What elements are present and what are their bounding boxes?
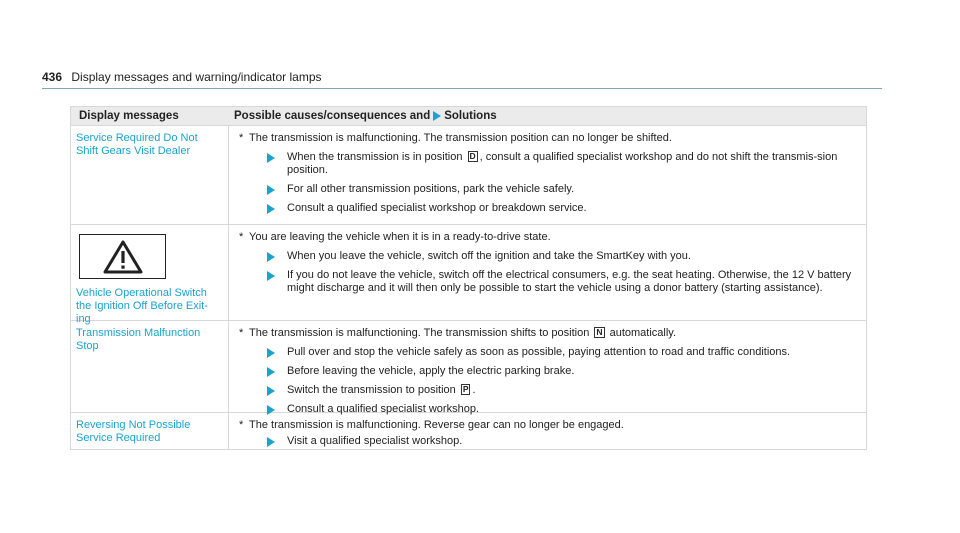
solution-text: When the transmission is in position: [287, 151, 463, 163]
page-header: [42, 70, 322, 84]
column-header-display-messages: Display messages: [79, 110, 179, 122]
causes-solutions-cell: [229, 126, 866, 224]
cause-item: * The transmission is malfunctioning. The transmission position can no longer be shifted.: [239, 132, 672, 144]
cause-text: The transmission is malfunctioning. Reverse gear can no longer be engaged.: [249, 419, 624, 431]
solution-step: [267, 435, 858, 448]
display-messages-table: [70, 106, 867, 450]
solution-text: Before leaving the vehicle, apply the electric parking brake.: [287, 365, 575, 377]
page-section-title: Display messages and warning/indicator lamps: [71, 70, 322, 84]
table-row: [71, 125, 866, 224]
column-header-causes-solutions: [229, 110, 866, 122]
cause-text: The transmission is malfunctioning. The transmission position can no longer be shifted.: [249, 132, 672, 144]
gear-position-d-icon: D: [469, 151, 476, 161]
cause-item: * You are leaving the vehicle when it is in a ready-to-drive state.: [239, 231, 551, 243]
causes-solutions-cell: [229, 321, 866, 415]
message-cell: [71, 413, 229, 449]
solution-step: [267, 269, 858, 295]
cause-text: You are leaving the vehicle when it is in a ready-to-drive state.: [249, 231, 551, 243]
display-message-line: Transmission Malfunction: [76, 327, 201, 339]
solution-step: [267, 250, 858, 263]
solution-arrow-icon: [433, 111, 441, 121]
gear-position-p-icon: P: [462, 384, 469, 394]
solution-text: Consult a qualified specialist workshop or breakdown service.: [287, 202, 587, 214]
page-number: 436: [42, 70, 63, 84]
solution-step: [267, 384, 858, 397]
solution-step: [267, 365, 858, 378]
solution-text: When you leave the vehicle, switch off the ignition and take the SmartKey with you.: [287, 250, 691, 262]
column-header-causes-label: Possible causes/consequences and: [234, 110, 431, 122]
solution-step: [267, 346, 858, 359]
message-cell: [71, 126, 229, 224]
solution-arrow-icon: [267, 153, 275, 163]
solution-arrow-icon: [267, 252, 275, 262]
column-header-solutions-label: Solutions: [444, 110, 497, 122]
cause-text: automatically.: [609, 327, 677, 339]
solution-text: For all other transmission positions, park the vehicle safely.: [287, 183, 575, 195]
gear-position-n-icon: N: [596, 327, 603, 337]
display-message-line: Service Required Do Not: [76, 132, 198, 144]
solution-text: Pull over and stop the vehicle safely as soon as possible, paying attention to road and traffic conditions.: [287, 346, 791, 358]
solution-arrow-icon: [267, 437, 275, 447]
solution-text: .: [472, 384, 476, 396]
cause-item: * The transmission is malfunctioning. Reverse gear can no longer be engaged.: [239, 419, 624, 431]
message-cell: [71, 225, 229, 325]
table-row: [71, 224, 866, 325]
solution-arrow-icon: [267, 204, 275, 214]
solution-step: [267, 202, 858, 215]
table-row: [71, 320, 866, 415]
solution-text: , consult a qualified specialist workshop and do not shift the transmis-sion position.: [287, 151, 838, 176]
causes-solutions-cell: [229, 413, 866, 449]
solution-text: If you do not leave the vehicle, switch off the electrical consumers, e.g. the seat heating. Otherwise, the 12 V battery might discharge and it will then only be possible to start the vehicle using a donor battery (starting assistance).: [287, 269, 852, 294]
solution-arrow-icon: [267, 367, 275, 377]
cause-item: * The transmission is malfunctioning. The transmission shifts to position N automatically.: [239, 327, 677, 339]
display-message-line: Reversing Not Possible: [76, 419, 191, 431]
solution-arrow-icon: [267, 185, 275, 195]
solution-text: Switch the transmission to position: [287, 384, 456, 396]
causes-solutions-cell: [229, 225, 866, 320]
table-row: [71, 412, 866, 449]
display-message-line: Service Required: [76, 432, 161, 444]
display-message-line: Vehicle Operational Switch: [76, 287, 207, 299]
solution-arrow-icon: [267, 386, 275, 396]
warning-triangle-icon: [79, 234, 166, 279]
display-message-line: the Ignition Off Before Exit-: [76, 300, 208, 312]
solution-text: Visit a qualified specialist workshop.: [287, 435, 463, 447]
display-message-line: ing: [76, 313, 91, 325]
solution-step: [267, 183, 858, 196]
cause-text: The transmission is malfunctioning. The transmission shifts to position: [249, 327, 590, 339]
table-header-row: [71, 107, 866, 125]
solution-arrow-icon: [267, 348, 275, 358]
display-message-line: Shift Gears Visit Dealer: [76, 145, 191, 157]
solution-arrow-icon: [267, 271, 275, 281]
solution-step: [267, 151, 858, 177]
header-divider: [42, 88, 882, 89]
solution-text: Consult a qualified specialist workshop.: [287, 403, 479, 415]
display-message-line: Stop: [76, 340, 99, 352]
message-cell: [71, 321, 229, 412]
